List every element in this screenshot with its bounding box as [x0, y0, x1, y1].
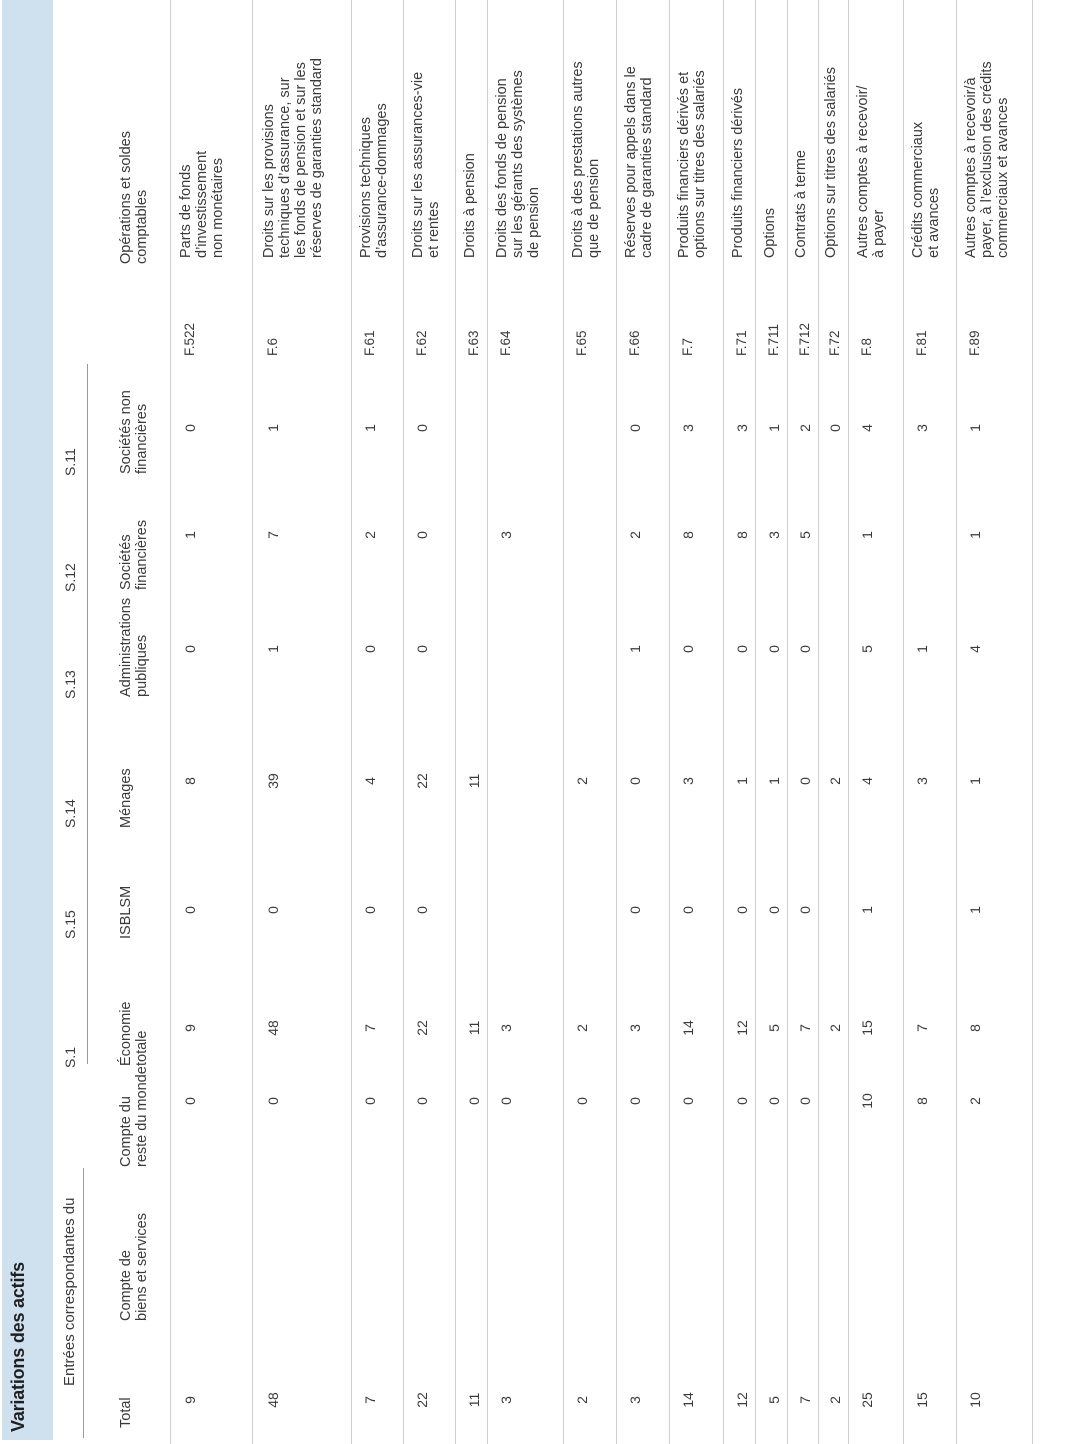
table-row: [907, 0, 954, 1444]
cell-npish: 0: [182, 906, 198, 914]
cell-total: 14: [680, 1392, 696, 1408]
table-row: [759, 0, 785, 1444]
cell-nonfinancial-corps: 0: [627, 424, 643, 432]
col-header-rest-of-world: Compte du reste du monde: [118, 1066, 150, 1167]
table-row: [960, 0, 1030, 1444]
table-row: [673, 0, 721, 1444]
cell-total-economy: 5: [766, 1024, 782, 1032]
cell-npish: 0: [362, 906, 378, 914]
cell-total: 7: [797, 1396, 813, 1404]
cell-households: 1: [734, 777, 750, 785]
cell-households: 11: [466, 773, 482, 789]
row-divider: [487, 0, 488, 1444]
table-row: [790, 0, 816, 1444]
row-divider: [252, 0, 253, 1444]
cell-total-economy: 2: [827, 1024, 843, 1032]
cell-nonfinancial-corps: 0: [827, 424, 843, 432]
cell-code: F.89: [967, 330, 982, 356]
cell-npish: 0: [734, 906, 750, 914]
cell-operation-label: Droits sur les assurances-vie et rentes: [410, 71, 442, 258]
cell-total: 9: [182, 1396, 198, 1404]
table-row: [727, 0, 753, 1444]
cell-nonfinancial-corps: 1: [362, 424, 378, 432]
cell-operation-label: Droits à pension: [462, 153, 478, 258]
cell-financial-corps: 2: [362, 531, 378, 539]
table-row: [820, 0, 846, 1444]
col-header-operations: Opérations et soldes comptables: [118, 131, 150, 264]
cell-total-economy: 3: [498, 1024, 514, 1032]
cell-total-economy: 15: [859, 1020, 875, 1036]
table-row: [407, 0, 453, 1444]
table-row: [258, 0, 349, 1444]
row-divider: [563, 0, 564, 1444]
cell-government: 0: [766, 645, 782, 653]
cell-rest-of-world: 0: [466, 1097, 482, 1105]
table-row: [355, 0, 401, 1444]
cell-nonfinancial-corps: 1: [766, 424, 782, 432]
row-divider: [1032, 0, 1033, 1444]
cell-rest-of-world: 0: [498, 1097, 514, 1105]
cell-total-economy: 3: [627, 1024, 643, 1032]
col-header-financial-corps: Sociétés financières: [118, 519, 150, 590]
cell-nonfinancial-corps: 4: [859, 424, 875, 432]
row-divider: [848, 0, 849, 1444]
cell-rest-of-world: 2: [967, 1097, 983, 1105]
table-row: [459, 0, 485, 1444]
row-divider: [787, 0, 788, 1444]
table-title: Variations des actifs: [8, 1262, 28, 1432]
row-divider: [818, 0, 819, 1444]
cell-operation-label: Autres comptes à recevoir/à payer, à l’exclusion des crédits commerciaux et avances: [963, 61, 1011, 258]
sector-code-s15: S.15: [62, 910, 78, 939]
cell-rest-of-world: 8: [914, 1097, 930, 1105]
table-row: [491, 0, 561, 1444]
cell-code: F.72: [827, 330, 842, 356]
cell-nonfinancial-corps: 1: [967, 424, 983, 432]
cell-rest-of-world: 0: [734, 1097, 750, 1105]
cell-government: 1: [627, 645, 643, 653]
cell-operation-label: Produits financiers dérivés et options sur titres des salariés: [676, 70, 708, 258]
row-divider: [755, 0, 756, 1444]
cell-households: 3: [680, 777, 696, 785]
cell-code: F.65: [574, 330, 589, 356]
cell-government: 0: [680, 645, 696, 653]
cell-code: F.7: [680, 337, 695, 356]
cell-government: 0: [734, 645, 750, 653]
cell-total-economy: 48: [265, 1020, 281, 1036]
cell-rest-of-world: 0: [627, 1097, 643, 1105]
cell-operation-label: Produits financiers dérivés: [730, 87, 746, 258]
cell-npish: 0: [766, 906, 782, 914]
cell-financial-corps: 0: [414, 531, 430, 539]
cell-rest-of-world: 0: [574, 1097, 590, 1105]
cell-rest-of-world: 0: [680, 1097, 696, 1105]
cell-government: 1: [265, 645, 281, 653]
cell-operation-label: Crédits commerciaux et avances: [910, 121, 942, 258]
cell-code: F.71: [734, 330, 749, 356]
col-header-households: Ménages: [118, 768, 134, 828]
cell-households: 8: [182, 777, 198, 785]
cell-code: F.81: [914, 330, 929, 356]
cell-households: 39: [265, 773, 281, 789]
cell-financial-corps: 8: [734, 531, 750, 539]
row-divider: [903, 0, 904, 1444]
cell-rest-of-world: 0: [362, 1097, 378, 1105]
cell-operation-label: Options sur titres des salariés: [823, 67, 839, 258]
cell-npish: 1: [967, 906, 983, 914]
cell-rest-of-world: 0: [265, 1097, 281, 1105]
cell-operation-label: Droits des fonds de pension sur les gérants des systèmes de pension: [494, 70, 542, 258]
cell-households: 3: [914, 777, 930, 785]
cell-total-economy: 7: [362, 1024, 378, 1032]
cell-total-economy: 14: [680, 1020, 696, 1036]
cell-financial-corps: 3: [498, 531, 514, 539]
cell-operation-label: Réserves pour appels dans le cadre de garanties standard: [623, 66, 655, 258]
cell-government: 5: [859, 645, 875, 653]
row-divider: [455, 0, 456, 1444]
cell-financial-corps: 8: [680, 531, 696, 539]
cell-total-economy: 12: [734, 1020, 750, 1036]
table-row: [175, 0, 250, 1444]
cell-nonfinancial-corps: 3: [734, 424, 750, 432]
cell-households: 4: [859, 777, 875, 785]
cell-npish: 0: [265, 906, 281, 914]
cell-total: 12: [734, 1392, 750, 1408]
cell-operation-label: Options: [762, 208, 778, 258]
cell-code: F.61: [362, 330, 377, 356]
col-header-npish: ISBLSM: [118, 885, 134, 939]
header-divider: [170, 0, 171, 1444]
cell-financial-corps: 7: [265, 531, 281, 539]
row-divider: [351, 0, 352, 1444]
cell-government: 1: [914, 645, 930, 653]
sector-code-s14: S.14: [62, 799, 78, 828]
cell-code: F.63: [466, 330, 481, 356]
cell-financial-corps: 2: [627, 531, 643, 539]
row-divider: [616, 0, 617, 1444]
sector-code-s11: S.11: [62, 448, 78, 476]
cell-code: F.6: [265, 337, 280, 356]
cell-households: 0: [797, 777, 813, 785]
cell-operation-label: Parts de fonds d’investissement non monétaires: [178, 150, 226, 258]
col-header-government: Administrations publiques: [118, 597, 150, 697]
cell-code: F.712: [797, 322, 812, 356]
cell-nonfinancial-corps: 1: [265, 424, 281, 432]
cell-npish: 1: [859, 906, 875, 914]
row-divider: [403, 0, 404, 1444]
col-header-nonfinancial-corps: Sociétés non financières: [118, 390, 150, 474]
cell-total-economy: 2: [574, 1024, 590, 1032]
sector-code-s12: S.12: [62, 563, 78, 592]
cell-total: 22: [414, 1392, 430, 1408]
cell-nonfinancial-corps: 3: [914, 424, 930, 432]
cell-operation-label: Droits à des prestations autres que de pension: [570, 61, 602, 258]
cell-total: 11: [466, 1392, 482, 1408]
cell-total: 15: [914, 1392, 930, 1408]
cell-financial-corps: 3: [766, 531, 782, 539]
cell-operation-label: Provisions techniques d’assurance-dommages: [358, 103, 390, 258]
cell-households: 2: [827, 777, 843, 785]
cell-total-economy: 8: [967, 1024, 983, 1032]
corresponding-entries-header: Entrées correspondantes du: [56, 1168, 84, 1438]
sector-code-s1: S.1: [62, 1046, 78, 1068]
sector-header-rule: [87, 364, 88, 1064]
cell-government: 0: [182, 645, 198, 653]
cell-code: F.64: [498, 330, 513, 356]
title-band: [2, 0, 53, 1440]
cell-nonfinancial-corps: 0: [182, 424, 198, 432]
cell-total: 5: [766, 1396, 782, 1404]
cell-total: 2: [574, 1396, 590, 1404]
cell-government: 0: [414, 645, 430, 653]
cell-total-economy: 7: [797, 1024, 813, 1032]
cell-rest-of-world: 10: [859, 1093, 875, 1109]
row-divider: [669, 0, 670, 1444]
table-row: [567, 0, 614, 1444]
cell-total: 2: [827, 1396, 843, 1404]
cell-total: 3: [627, 1396, 643, 1404]
cell-npish: 0: [680, 906, 696, 914]
cell-households: 22: [414, 773, 430, 789]
cell-government: 0: [362, 645, 378, 653]
cell-financial-corps: 1: [967, 531, 983, 539]
cell-operation-label: Autres comptes à recevoir/ à payer: [855, 85, 887, 258]
table-row: [852, 0, 901, 1444]
cell-total: 48: [265, 1392, 281, 1408]
cell-operation-label: Contrats à terme: [793, 150, 809, 258]
cell-government: 0: [797, 645, 813, 653]
row-divider: [956, 0, 957, 1444]
cell-code: F.8: [859, 337, 874, 356]
cell-rest-of-world: 0: [797, 1097, 813, 1105]
cell-rest-of-world: 0: [766, 1097, 782, 1105]
cell-code: F.711: [766, 323, 781, 356]
col-header-total-economy: Économie totale: [118, 1001, 150, 1066]
cell-financial-corps: 5: [797, 531, 813, 539]
cell-total: 25: [859, 1392, 875, 1408]
cell-total: 3: [498, 1396, 514, 1404]
cell-code: F.522: [182, 322, 197, 356]
cell-total: 7: [362, 1396, 378, 1404]
col-header-goods-services: Compte de biens et services: [118, 1213, 150, 1321]
cell-total: 10: [967, 1392, 983, 1408]
cell-total-economy: 22: [414, 1020, 430, 1036]
sector-code-s13: S.13: [62, 670, 78, 699]
cell-rest-of-world: 0: [182, 1097, 198, 1105]
cell-households: 1: [967, 777, 983, 785]
cell-operation-label: Droits sur les provisions techniques d’assurance, sur les fonds de pension et sur les réserves de garanties standard: [261, 58, 325, 258]
table-row: [620, 0, 667, 1444]
cell-npish: 0: [627, 906, 643, 914]
cell-households: 2: [574, 777, 590, 785]
cell-rest-of-world: 0: [414, 1097, 430, 1105]
cell-total-economy: 9: [182, 1024, 198, 1032]
cell-nonfinancial-corps: 0: [414, 424, 430, 432]
cell-financial-corps: 1: [182, 531, 198, 539]
cell-financial-corps: 1: [859, 531, 875, 539]
cell-nonfinancial-corps: 3: [680, 424, 696, 432]
cell-households: 4: [362, 777, 378, 785]
cell-households: 1: [766, 777, 782, 785]
row-divider: [723, 0, 724, 1444]
cell-government: 4: [967, 645, 983, 653]
cell-npish: 0: [414, 906, 430, 914]
cell-npish: 0: [797, 906, 813, 914]
col-header-total: Total: [118, 1397, 134, 1428]
cell-total-economy: 11: [466, 1020, 482, 1036]
cell-households: 0: [627, 777, 643, 785]
cell-nonfinancial-corps: 2: [797, 424, 813, 432]
cell-code: F.62: [414, 330, 429, 356]
cell-code: F.66: [627, 330, 642, 356]
cell-total-economy: 7: [914, 1024, 930, 1032]
